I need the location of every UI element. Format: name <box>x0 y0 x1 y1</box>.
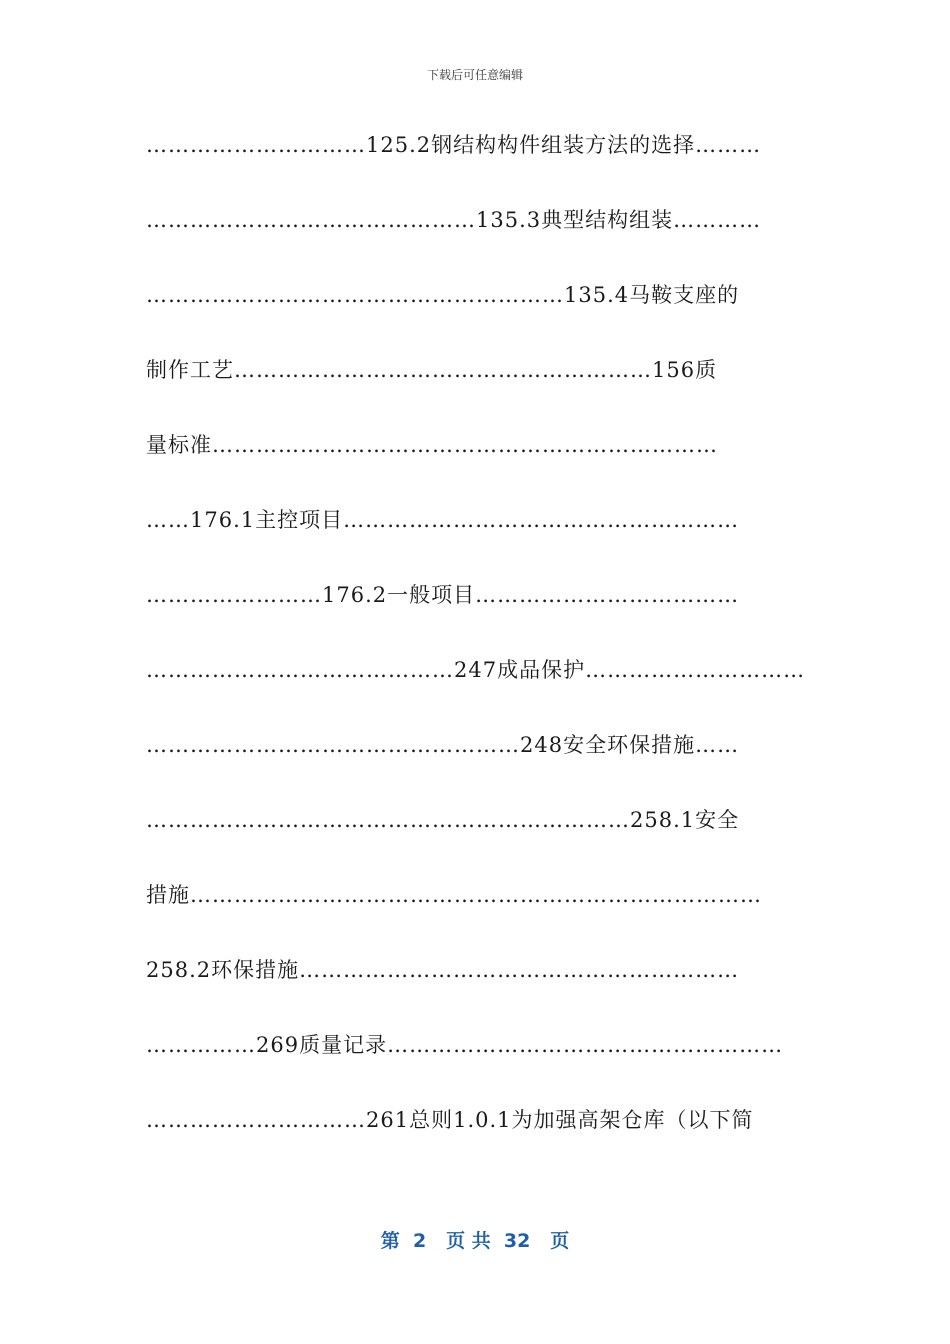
toc-line: 措施…………………………………………………………………… <box>146 883 762 907</box>
toc-line: …………………………125.2钢结构构件组装方法的选择……… <box>146 133 762 157</box>
toc-line: ……………269质量记录……………………………………………… <box>146 1033 784 1057</box>
toc-line: …………………………………………………………258.1安全 <box>146 808 740 832</box>
toc-line: 量标准…………………………………………………………… <box>146 433 718 457</box>
toc-line: …………………………261总则1.0.1为加强高架仓库（以下简 <box>146 1108 754 1132</box>
toc-line: 制作工艺…………………………………………………156质 <box>146 358 718 382</box>
toc-line: ……………………………………………248安全环保措施…… <box>146 733 740 757</box>
toc-line: …………………………………………………135.4马鞍支座的 <box>146 283 740 307</box>
header-note: 下载后可任意编辑 <box>426 68 523 82</box>
toc-line: ……176.1主控项目……………………………………………… <box>146 508 740 532</box>
toc-line: 258.2环保措施…………………………………………………… <box>146 958 740 982</box>
toc-line: ……………………176.2一般项目……………………………… <box>146 583 740 607</box>
toc-line: ……………………………………247成品保护………………………… <box>146 658 806 682</box>
toc-line: ………………………………………135.3典型结构组装………… <box>146 208 762 232</box>
page-number-footer: 第 2 页 共 32 页 <box>380 1230 570 1252</box>
